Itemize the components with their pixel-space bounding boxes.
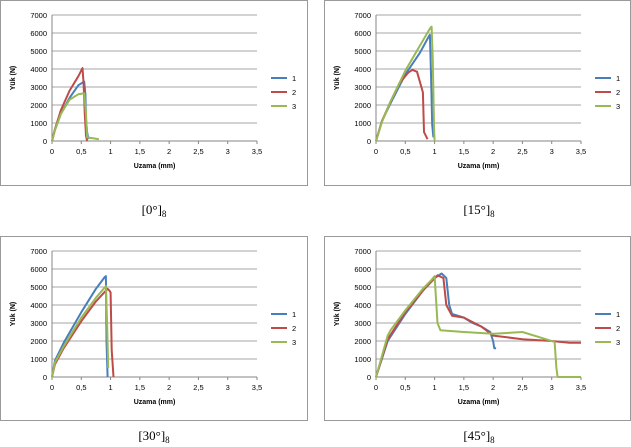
x-tick-label: 3 — [225, 383, 230, 392]
legend-label: 1 — [292, 74, 297, 83]
x-axis-title: Uzama (mm) — [133, 399, 176, 406]
y-tick-label: 0 — [42, 373, 47, 382]
chart-caption — [104, 428, 204, 444]
y-tick-label: 5000 — [354, 47, 371, 56]
y-tick-label: 0 — [366, 137, 371, 146]
chart-panel-30deg — [0, 236, 308, 421]
legend-label: 1 — [292, 310, 297, 319]
y-axis-title: Yük (N) — [10, 301, 17, 327]
x-tick-label: 3,5 — [251, 383, 263, 392]
caption-text: [30°] — [138, 428, 166, 443]
x-tick-label: 1 — [108, 147, 113, 156]
x-tick-label: 3,5 — [575, 147, 587, 156]
y-tick-label: 1000 — [30, 355, 47, 364]
x-tick-label: 3 — [549, 383, 554, 392]
legend-label: 3 — [292, 338, 297, 347]
y-tick-label: 2000 — [354, 101, 371, 110]
x-tick-label: 1 — [108, 383, 113, 392]
legend-label: 2 — [292, 324, 297, 333]
y-axis-title: Yük (N) — [10, 65, 17, 91]
x-tick-label: 0 — [49, 147, 55, 156]
x-tick-label: 0 — [373, 383, 379, 392]
chart-caption — [104, 202, 204, 218]
x-tick-label: 1 — [432, 147, 437, 156]
x-tick-label: 3,5 — [575, 383, 587, 392]
legend-label: 1 — [616, 310, 621, 319]
chart-panel-0deg — [0, 0, 308, 186]
legend-label: 2 — [616, 88, 621, 97]
x-tick-label: 2,5 — [517, 147, 528, 156]
legend-label: 2 — [292, 88, 297, 97]
x-tick-label: 2 — [167, 147, 172, 156]
chart-svg — [325, 237, 631, 422]
chart-caption — [429, 428, 529, 444]
caption-subscript: 8 — [165, 435, 170, 445]
caption-subscript: 8 — [490, 209, 495, 219]
series-line-2 — [376, 70, 428, 141]
caption-text: [0°] — [141, 202, 162, 217]
y-tick-label: 5000 — [354, 283, 371, 292]
y-tick-label: 4000 — [354, 301, 371, 310]
y-tick-label: 4000 — [354, 65, 371, 74]
caption-text: [45°] — [463, 428, 491, 443]
y-tick-label: 7000 — [354, 247, 371, 256]
x-tick-label: 0,5 — [400, 147, 411, 156]
x-tick-label: 1 — [432, 383, 437, 392]
series-line-2 — [52, 68, 87, 141]
y-tick-label: 3000 — [354, 319, 371, 328]
x-tick-label: 2,5 — [193, 383, 204, 392]
y-tick-label: 5000 — [30, 47, 47, 56]
y-tick-label: 5000 — [30, 283, 47, 292]
x-tick-label: 1,5 — [134, 383, 146, 392]
y-tick-label: 3000 — [30, 83, 47, 92]
y-axis-title: Yük (N) — [334, 301, 341, 327]
x-tick-label: 0,5 — [400, 383, 411, 392]
y-tick-label: 1000 — [30, 119, 47, 128]
y-tick-label: 3000 — [354, 83, 371, 92]
series-line-3 — [52, 93, 99, 141]
x-tick-label: 2 — [491, 147, 496, 156]
legend-label: 1 — [616, 74, 621, 83]
y-tick-label: 7000 — [30, 11, 47, 20]
x-tick-label: 1,5 — [458, 147, 470, 156]
chart-svg — [325, 1, 631, 187]
x-tick-label: 1,5 — [134, 147, 146, 156]
caption-text: [15°] — [463, 202, 491, 217]
chart-panel-45deg — [324, 236, 631, 421]
x-axis-title: Uzama (mm) — [133, 163, 176, 170]
legend-label: 3 — [616, 102, 621, 111]
y-tick-label: 2000 — [30, 101, 47, 110]
x-axis-title: Uzama (mm) — [457, 399, 500, 406]
x-tick-label: 0,5 — [76, 147, 87, 156]
series-line-2 — [52, 289, 114, 377]
caption-subscript: 8 — [490, 435, 495, 445]
legend-label: 3 — [616, 338, 621, 347]
caption-subscript: 8 — [161, 209, 167, 219]
y-tick-label: 7000 — [354, 11, 371, 20]
y-tick-label: 2000 — [354, 337, 371, 346]
x-tick-label: 0,5 — [76, 383, 87, 392]
x-tick-label: 0 — [373, 147, 379, 156]
y-tick-label: 7000 — [30, 247, 47, 256]
y-tick-label: 0 — [42, 137, 47, 146]
x-tick-label: 3 — [225, 147, 230, 156]
x-tick-label: 3 — [549, 147, 554, 156]
chart-caption — [429, 202, 529, 218]
y-tick-label: 6000 — [30, 29, 47, 38]
y-tick-label: 1000 — [354, 119, 371, 128]
legend-label: 2 — [616, 324, 621, 333]
series-line-2 — [376, 275, 581, 377]
x-tick-label: 2 — [167, 383, 172, 392]
y-tick-label: 1000 — [354, 355, 371, 364]
x-tick-label: 0 — [49, 383, 55, 392]
chart-svg — [1, 237, 309, 422]
series-line-1 — [52, 276, 108, 377]
y-tick-label: 6000 — [354, 29, 371, 38]
y-tick-label: 6000 — [354, 265, 371, 274]
x-tick-label: 2 — [491, 383, 496, 392]
legend-label: 3 — [292, 102, 297, 111]
y-axis-title: Yük (N) — [334, 65, 341, 91]
x-axis-title: Uzama (mm) — [457, 163, 500, 170]
y-tick-label: 0 — [366, 373, 371, 382]
x-tick-label: 1,5 — [458, 383, 470, 392]
series-line-3 — [376, 276, 581, 377]
y-tick-label: 3000 — [30, 319, 47, 328]
y-tick-label: 6000 — [30, 265, 47, 274]
x-tick-label: 2,5 — [193, 147, 204, 156]
x-tick-label: 2,5 — [517, 383, 528, 392]
y-tick-label: 2000 — [30, 337, 47, 346]
chart-svg — [1, 1, 309, 187]
y-tick-label: 4000 — [30, 65, 47, 74]
y-tick-label: 4000 — [30, 301, 47, 310]
series-line-3 — [52, 286, 108, 377]
x-tick-label: 3,5 — [251, 147, 263, 156]
chart-panel-15deg — [324, 0, 631, 186]
